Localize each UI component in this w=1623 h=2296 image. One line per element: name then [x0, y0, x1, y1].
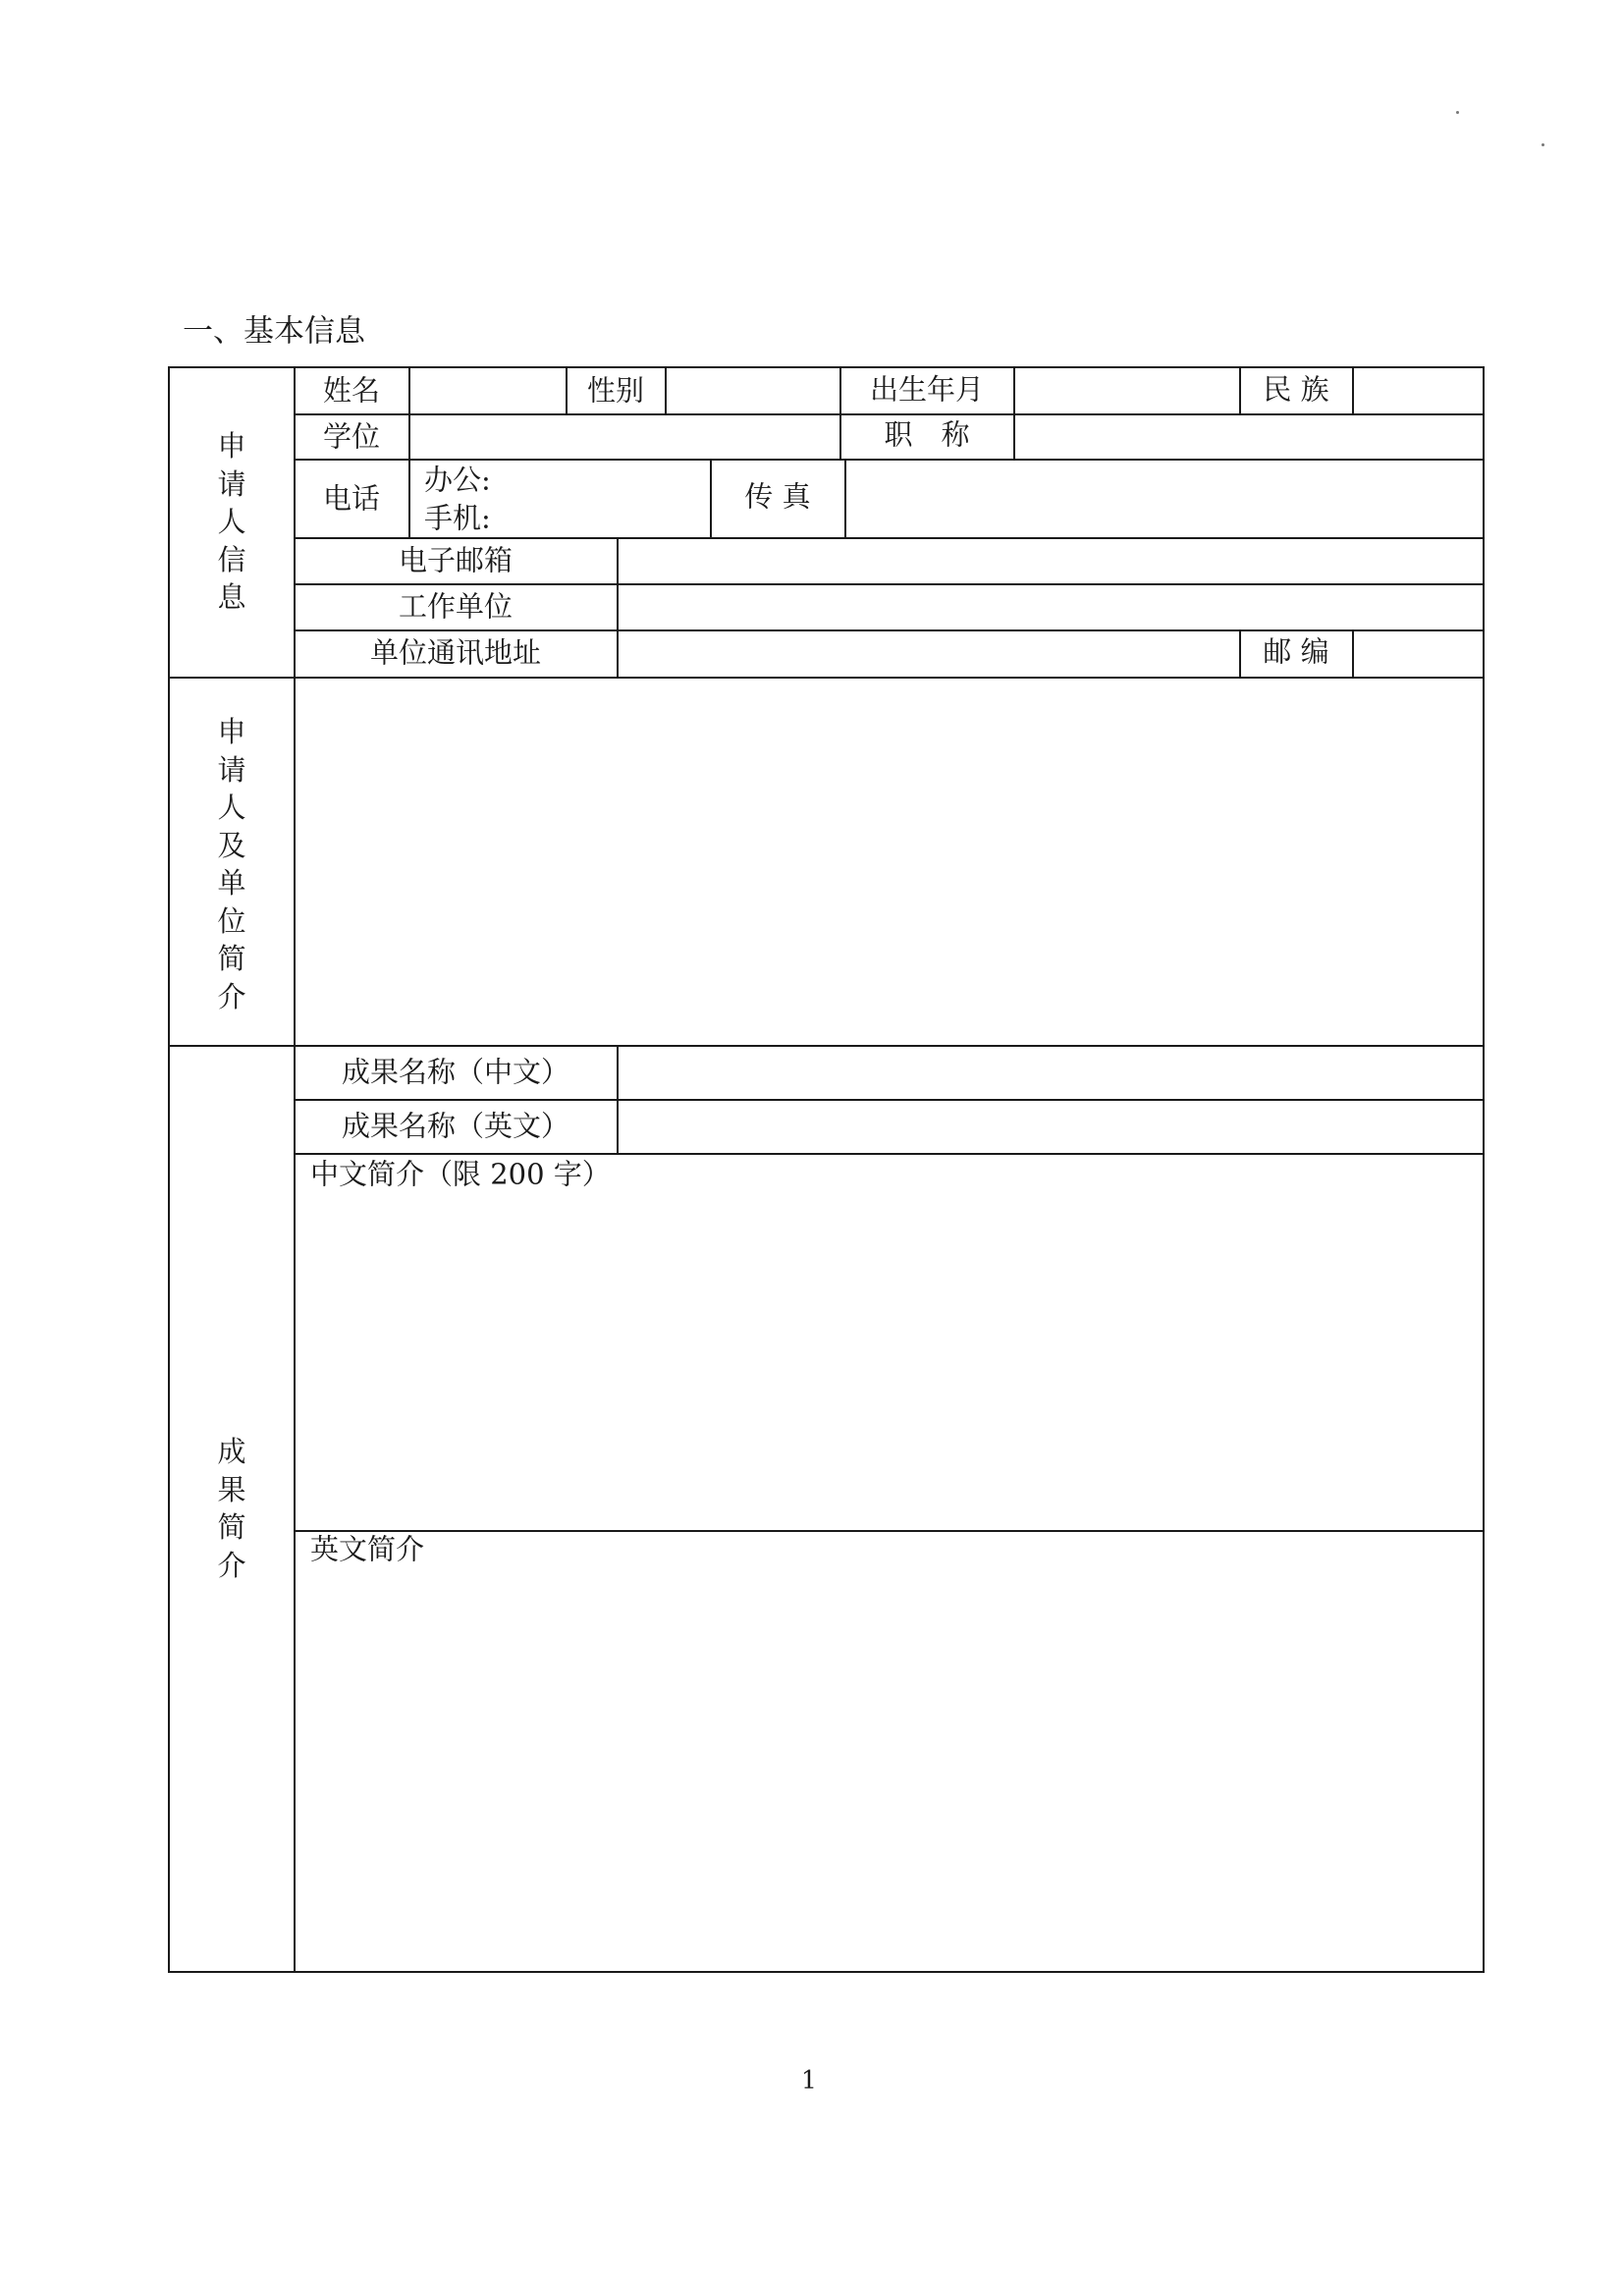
birth-date-value-cell[interactable]	[1015, 368, 1239, 413]
achievement-name-en-label: 成果名称（英文）	[341, 1109, 570, 1143]
employer-label: 工作单位	[398, 589, 514, 624]
name-value-cell[interactable]	[410, 368, 566, 413]
achievement-name-en-value-cell[interactable]	[619, 1101, 1483, 1153]
degree-label: 学位	[322, 419, 381, 454]
postcode-value-cell[interactable]	[1354, 631, 1483, 677]
ethnicity-value-cell[interactable]	[1354, 368, 1483, 413]
employer-value-cell[interactable]	[619, 585, 1483, 629]
name-label: 姓名	[322, 373, 381, 408]
summary-cn-label: 中文简介（限 200 字）	[310, 1157, 611, 1191]
address-label: 单位通讯地址	[369, 635, 542, 670]
fax-label: 传 真	[744, 479, 811, 514]
fax-value-cell[interactable]	[846, 461, 1483, 537]
gender-value-cell[interactable]	[667, 368, 839, 413]
phone-value-cell[interactable]	[491, 462, 707, 535]
achievement-name-cn-label: 成果名称（中文）	[341, 1055, 570, 1089]
job-title-value-cell[interactable]	[1015, 415, 1483, 459]
job-title-label: 职 称	[884, 417, 970, 452]
phone-office-label: 办公:	[424, 463, 491, 497]
scan-speck	[1456, 111, 1459, 114]
address-value-cell[interactable]	[619, 631, 1239, 677]
degree-value-cell[interactable]	[410, 415, 839, 459]
section-title: 一、基本信息	[183, 313, 365, 350]
page-number: 1	[801, 2065, 817, 2095]
scan-speck	[1542, 143, 1544, 146]
applicant-intro-label: 申请人及单位简介	[217, 715, 246, 1013]
gender-label: 性别	[586, 373, 645, 408]
ethnicity-label: 民 族	[1263, 372, 1329, 407]
phone-label: 电话	[322, 481, 381, 516]
applicant-info-label: 申请人信息	[217, 428, 246, 614]
summary-en-area[interactable]	[296, 1567, 1483, 1971]
email-value-cell[interactable]	[619, 539, 1483, 583]
phone-mobile-label: 手机:	[424, 501, 491, 535]
summary-cn-area[interactable]	[296, 1192, 1483, 1530]
applicant-intro-area[interactable]	[296, 679, 1483, 1045]
summary-en-label: 英文简介	[310, 1532, 425, 1566]
achievement-name-cn-value-cell[interactable]	[619, 1047, 1483, 1099]
achievement-summary-label: 成果简介	[217, 1435, 246, 1582]
birth-date-label: 出生年月	[869, 372, 985, 407]
email-label: 电子邮箱	[398, 543, 514, 577]
postcode-label: 邮 编	[1263, 634, 1329, 669]
